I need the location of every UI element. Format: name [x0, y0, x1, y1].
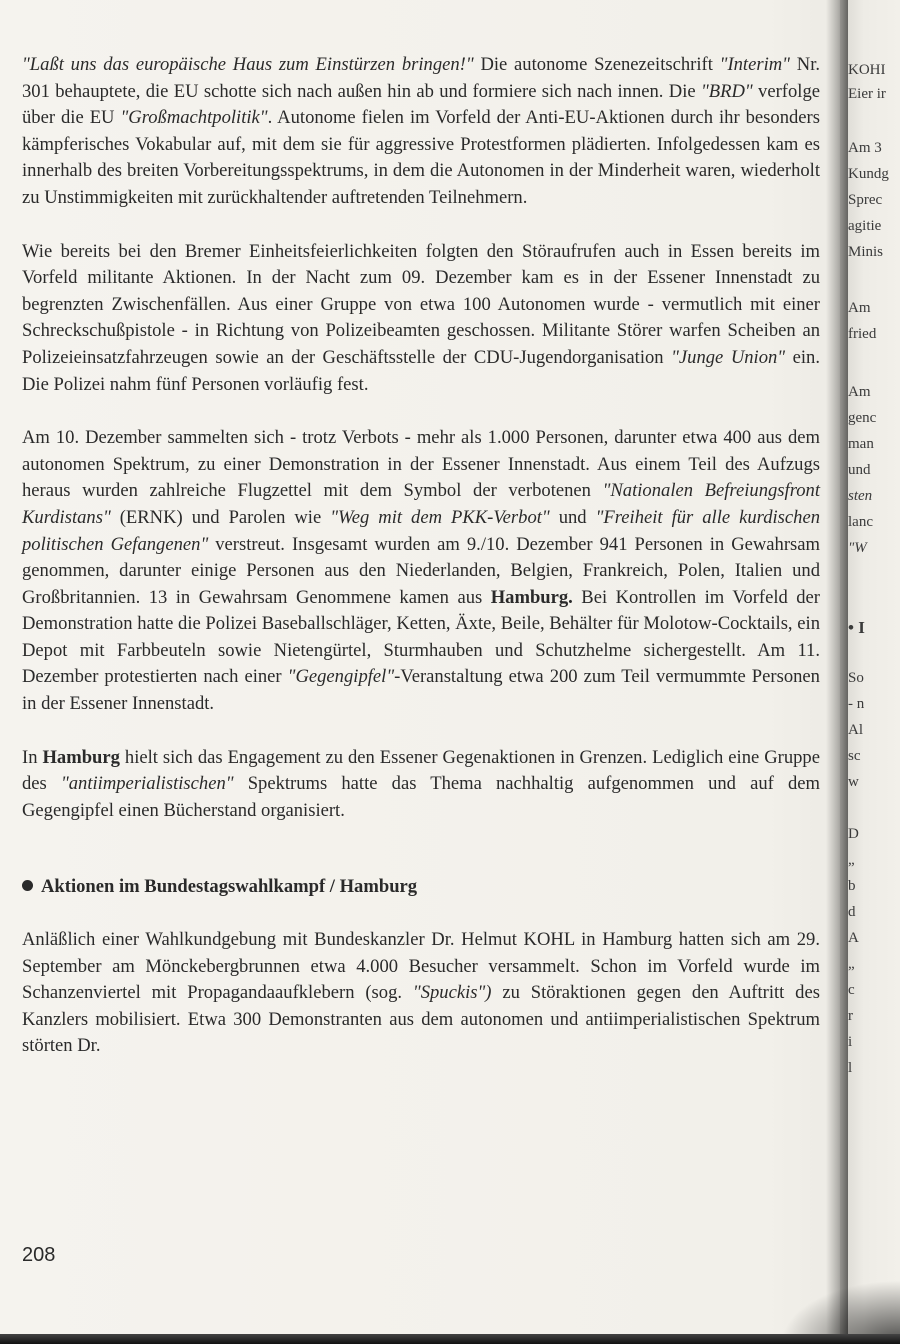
text-run: verstreut. Insgesamt wurden am 9./10. Dezember 941 Personen in Gewahrsam genommen, darunter einige Personen aus den Niederlanden, Belgien, Frankreich, Polen, Italien und Großbritannien. 13 in Gewahrsam Genommene kamen aus	[22, 533, 820, 608]
text-run: Anläßlich einer Wahlkundgebung mit Bundeskanzler Dr. Helmut KOHL in Hamburg hatten sich am 29. September am Mönckebergbrunnen etwa 4.000 Besucher versammelt. Schon im Vorfeld wurde im Schanzenviertel mit Propagandaaufklebern (sog.	[22, 929, 820, 1004]
text-run: Wie bereits bei den Bremer Einheitsfeierlichkeiten folgten den Störaufrufen auch in Essen bereits im Vorfeld militante Aktionen. In der Nacht zum 09. Dezember kam es in der Essener Innenstadt zu begrenzten Zwischenfällen. Aus einer Gruppe von etwa 100 Autonomen wurde - vermutlich mit einer Schreckschußpistole - in Richtung von Polizeibeamten geschossen. Militante Störer warfen Scheiben an Polizeieinsatzfahrzeugen sowie an der Geschäftsstelle der CDU-Jugendorganisation	[22, 240, 820, 368]
bold-text: Hamburg.	[490, 586, 573, 608]
text-run: ein. Die Polizei nahm fünf Personen vorläufig fest.	[22, 346, 821, 395]
adjacent-page-fragment: man	[848, 436, 874, 452]
adjacent-page-fragment: KOHI	[848, 62, 886, 78]
paragraph-hamburg-engagement	[22, 745, 820, 825]
text-run: -Veranstaltung etwa 200 zum Teil vermummte Personen in der Essener Innenstadt.	[22, 666, 820, 715]
text-run: In	[22, 746, 43, 768]
adjacent-page-fragment: „	[848, 956, 855, 972]
emphasis-text: "Freiheit für alle kurdischen politischen Gefangenen"	[22, 506, 821, 555]
adjacent-page-fragment: "W	[848, 540, 867, 556]
section-heading	[22, 874, 820, 901]
text-run: (ERNK) und Parolen wie	[110, 506, 331, 528]
paragraph-interim-quote	[22, 52, 820, 212]
text-run: hielt sich das Engagement zu den Essener Gegenaktionen in Grenzen. Lediglich eine Gruppe des	[22, 746, 820, 795]
adjacent-page-fragment: sten	[848, 488, 873, 504]
adjacent-page-fragment: und	[848, 462, 871, 478]
text-run: Nr. 301 behauptete, die EU schotte sich nach außen hin ab und formiere sich nach innen. Die	[22, 54, 821, 102]
adjacent-page-fragment: lanc	[848, 514, 873, 530]
adjacent-page-fragment: sc	[848, 748, 861, 764]
adjacent-page-fragment: b	[848, 878, 856, 894]
adjacent-page-fragment: agitie	[848, 218, 882, 234]
adjacent-page-fragment: Am	[848, 300, 871, 316]
adjacent-page-fragment: D	[848, 826, 859, 842]
scan-bottom-edge	[0, 1334, 900, 1344]
page-number: 208	[22, 1244, 56, 1266]
adjacent-page-fragment: Eier ir	[848, 86, 886, 102]
adjacent-page-fragment: Minis	[848, 244, 884, 260]
adjacent-page-fragment: Kundg	[848, 166, 889, 182]
emphasis-text: "Spuckis")	[412, 982, 492, 1004]
text-run: Am 10. Dezember sammelten sich - trotz Verbots - mehr als 1.000 Personen, darunter etwa 400 aus dem autonomen Spektrum, zu einer Demonstration in der Essener Innenstadt. Aus einem Teil des Aufzugs heraus wurden zahlreiche Flugzettel mit dem Symbol der verbotenen	[22, 427, 820, 502]
adjacent-page-fragment: i	[848, 1034, 853, 1050]
adjacent-page-fragment: d	[848, 904, 856, 920]
emphasis-text: "Weg mit dem PKK-Verbot"	[330, 506, 550, 528]
adjacent-page-fragment: - n	[848, 696, 865, 712]
text-run: verfolge über die EU	[22, 80, 820, 129]
text-run: zu Störaktionen gegen den Auftritt des Kanzlers mobilisiert. Etwa 300 Demonstranten aus dem autonomen und antiimperialistischen Spektrum störten Dr.	[22, 982, 820, 1057]
paragraph-wahlkundgebung	[22, 927, 820, 1060]
adjacent-page-fragment: So	[848, 670, 864, 686]
emphasis-text: "BRD"	[700, 80, 753, 102]
emphasis-text: "antiimperialistischen"	[60, 773, 234, 795]
text-run: Bei Kontrollen im Vorfeld der Demonstration hatte die Polizei Baseballschläger, Ketten, Äxte, Beile, Behälter für Molotow-Cocktails, ein Depot mit Farbbeuteln sowie Nietengürtel, Sturmhauben und Schutzhelme sichergestellt. Am 11. Dezember protestierten nach einer	[22, 586, 820, 688]
paragraph-essen-demonstration	[22, 425, 820, 718]
bold-text: Hamburg	[42, 746, 120, 768]
book-spine-shadow	[826, 0, 848, 1344]
emphasis-text: "Junge Union"	[671, 346, 786, 368]
emphasis-text: "Gegengipfel"	[287, 666, 395, 688]
adjacent-page-fragment: genc	[848, 410, 877, 426]
adjacent-page-fragment: w	[848, 774, 859, 790]
adjacent-page-fragment: • I	[848, 618, 865, 637]
text-run: . Autonome fielen im Vorfeld der Anti-EU-Aktionen durch ihr besonders kämpferisches Vokabular auf, mit dem sie für aggressive Protestformen plädierten. Infolgedessen kam es innerhalb des breiten Vorbereitungsspektrums, in dem die Autonomen in der Minderheit waren, wiederholt zu Unstimmigkeiten mit zurückhaltender auftretenden Teilnehmern.	[22, 107, 820, 208]
emphasis-text: "Großmachtpolitik"	[120, 107, 268, 129]
paragraph-essen-militant-actions	[22, 239, 820, 399]
section-heading-text: Aktionen im Bundestagswahlkampf / Hamburg	[41, 876, 418, 898]
emphasis-text: "Laßt uns das europäische Haus zum Einstürzen bringen!"	[22, 54, 474, 75]
adjacent-page-fragment: c	[848, 982, 855, 998]
adjacent-page-fragment: Al	[848, 722, 863, 738]
adjacent-page-fragment: „	[848, 852, 855, 868]
text-run: und	[549, 506, 596, 528]
text-run: Spektrums hatte das Thema nachhaltig aufgenommen und auf dem Gegengipfel einen Bücherstand organisiert.	[22, 773, 820, 821]
adjacent-page-fragment: A	[848, 930, 859, 946]
adjacent-page-fragment: Am 3	[848, 140, 882, 156]
emphasis-text: "Interim"	[719, 54, 790, 75]
adjacent-page-fragment: r	[848, 1008, 853, 1024]
adjacent-page-fragment: fried	[848, 326, 877, 342]
main-text-column	[22, 52, 820, 1087]
text-run: Die autonome Szenezeitschrift	[473, 54, 720, 75]
adjacent-page-fragment: Am	[848, 384, 871, 400]
adjacent-page-edge	[840, 0, 900, 1344]
adjacent-page-fragment: Sprec	[848, 192, 883, 208]
bullet-icon	[22, 880, 33, 891]
emphasis-text: "Nationalen Befreiungsfront Kurdistans"	[22, 480, 820, 528]
adjacent-page-fragment: l	[848, 1060, 853, 1076]
